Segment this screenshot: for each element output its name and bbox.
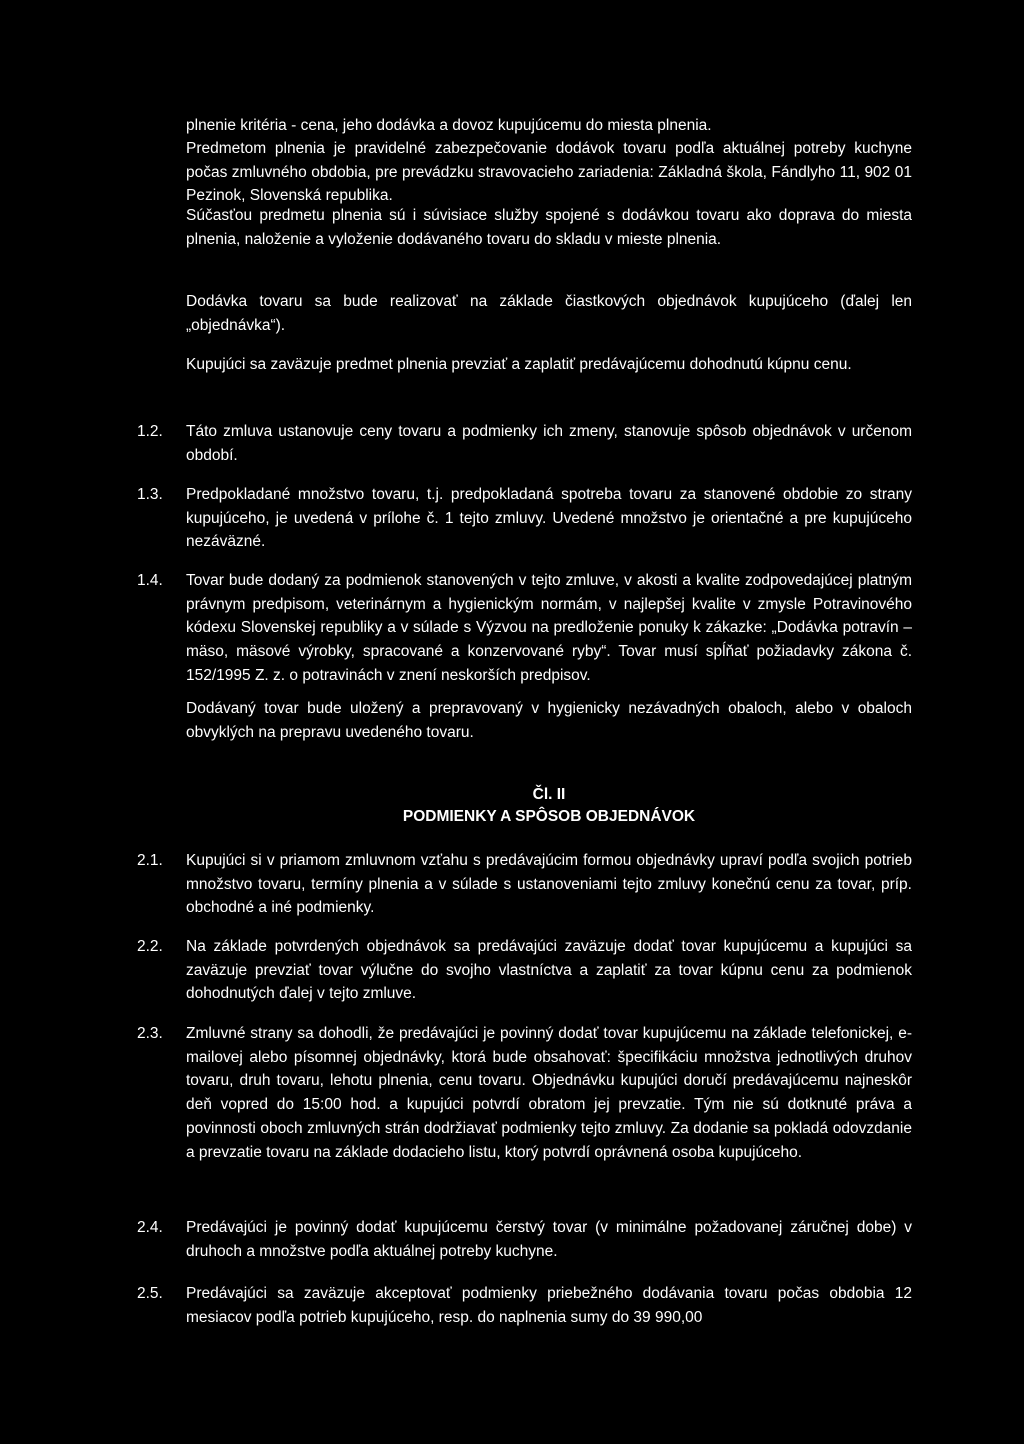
clause-text: Zmluvné strany sa dohodli, že predávajúci je povinný dodať tovar kupujúcemu na základe telefonickej, e-mailovej alebo písomnej objednávky, ktorá bude obsahovať: špecifikáciu množstva jednotlivých druhov tovaru, druh tovaru, lehotu plnenia, cenu tovaru. Objednávku kupujúci doručí predávajúcemu najneskôr deň vopred do 15:00 hod. a kupujúci potvrdí obratom jej prevzatie. Tým nie sú dotknuté práva a povinnosti oboch zmluvných strán dodržiavať podmienky tejto zmluvy. Za dodanie sa pokladá odovzdanie a prevzatie tovaru na základe dodacieho listu, ktorý potvrdí oprávnená osoba kupujúceho. — [186, 1025, 912, 1161]
clause-text: Táto zmluva ustanovuje ceny tovaru a podmienky ich zmeny, stanovuje spôsob objednávok v určenom období. — [186, 423, 912, 464]
clause-number: 1.3. — [137, 486, 163, 503]
clause-number: 1.4. — [137, 572, 163, 589]
clause-text: Kupujúci si v priamom zmluvnom vzťahu s predávajúcim formou objednávky upraví podľa svojich potrieb množstvo tovaru, termíny plnenia a v súlade s ustanoveniami tejto zmluvy konečnú cenu za tovar, príp. obchodné a iné podmienky. — [186, 852, 912, 917]
clause-text-continued: Dodávaný tovar bude uložený a prepravovaný v hygienicky nezávadných obaloch, alebo v obaloch obvyklých na prepravu uvedeného tovaru. — [186, 700, 912, 741]
paragraph-intro-2: Predmetom plnenia je pravidelné zabezpečovanie dodávok tovaru podľa aktuálnej potreby kuchyne počas zmluvného obdobia, pre prevádzku stravovacieho zariadenia: Základná škola, Fándlyho 11, 902 01 Pezinok, Slovenská republika. — [186, 140, 912, 205]
clause-text: Na základe potvrdených objednávok sa predávajúci zaväzuje dodať tovar kupujúcemu a kupujúci sa zaväzuje prevziať tovar výlučne do svojho vlastníctva a zaplatiť za tovar kúpnu cenu za podmienok dohodnutých ďalej v tejto zmluve. — [186, 938, 912, 1003]
clause-number: 2.2. — [137, 938, 163, 955]
paragraph-intro-1: plnenie kritéria - cena, jeho dodávka a dovoz kupujúcemu do miesta plnenia. — [186, 117, 712, 134]
clause-number: 2.5. — [137, 1285, 163, 1302]
article-title-heading: PODMIENKY A SPÔSOB OBJEDNÁVOK — [402, 808, 696, 825]
clause-number: 2.4. — [137, 1219, 163, 1236]
paragraph-intro-4: Dodávka tovaru sa bude realizovať na základe čiastkových objednávok kupujúceho (ďalej len „objednávka“). — [186, 293, 912, 334]
clause-text: Predpokladané množstvo tovaru, t.j. predpokladaná spotreba tovaru za stanovené obdobie zo strany kupujúceho, je uvedená v prílohe č. 1 tejto zmluvy. Uvedené množstvo je orientačné a pre kupujúceho nezáväzné. — [186, 486, 912, 551]
paragraph-intro-5: Kupujúci sa zaväzuje predmet plnenia prevziať a zaplatiť predávajúcemu dohodnutú kúpnu cenu. — [186, 356, 852, 373]
clause-number: 1.2. — [137, 423, 163, 440]
clause-text: Tovar bude dodaný za podmienok stanovených v tejto zmluve, v akosti a kvalite zodpovedajúcej platným právnym predpisom, veterinárnym a hygienickým normám, v najlepšej kvalite v zmysle Potravinového kódexu Slovenskej republiky a v súlade s Výzvou na predloženie ponuky k zákazke: „Dodávka potravín – mäso, mäsové výrobky, spracované a konzervované ryby“. Tovar musí spĺňať požiadavky zákona č. 152/1995 Z. z. o potravinách v znení neskorších predpisov. — [186, 572, 912, 684]
paragraph-intro-3: Súčasťou predmetu plnenia sú i súvisiace služby spojené s dodávkou tovaru ako doprava do miesta plnenia, naloženie a vyloženie dodávaného tovaru do skladu v mieste plnenia. — [186, 207, 912, 248]
clause-text: Predávajúci je povinný dodať kupujúcemu čerstvý tovar (v minimálne požadovanej záručnej dobe) v druhoch a množstve podľa aktuálnej potreby kuchyne. — [186, 1219, 912, 1260]
clause-number: 2.1. — [137, 852, 163, 869]
clause-text: Predávajúci sa zaväzuje akceptovať podmienky priebežného dodávania tovaru počas obdobia 12 mesiacov podľa potrieb kupujúceho, resp. do naplnenia sumy do 39 990,00 — [186, 1285, 912, 1326]
clause-number: 2.3. — [137, 1025, 163, 1042]
article-number-heading: Čl. II — [532, 786, 566, 803]
